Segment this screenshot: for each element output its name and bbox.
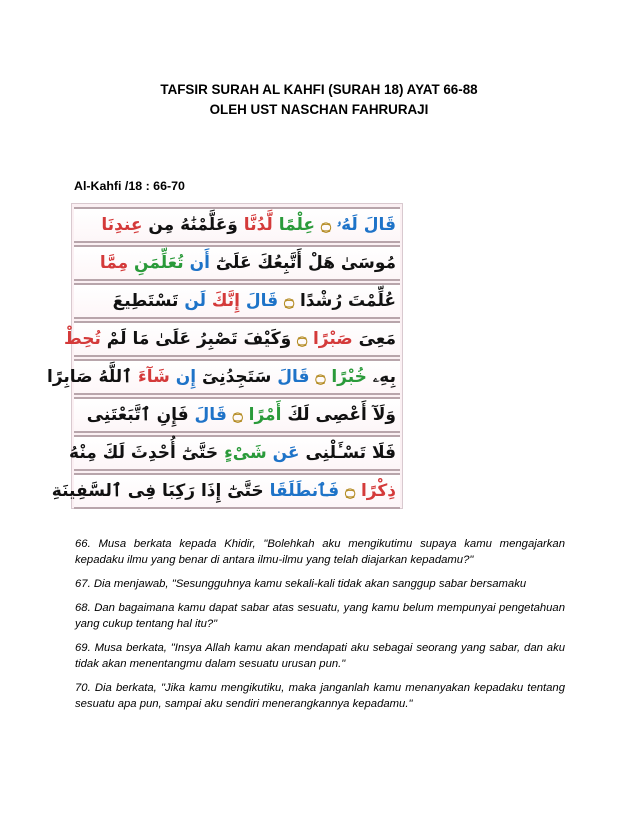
quran-verses-image: [47, 203, 403, 509]
quran-segment: مِنْهُ: [69, 443, 97, 463]
surah-reference: Al-Kahfi /18 : 66-70: [74, 179, 185, 193]
quran-segment: مُوسَىٰ هَلْ أَتَّبِعُكَ عَلَىٰٓ: [209, 253, 396, 273]
quran-segment: وَكَيْفَ تَصْبِرُ عَلَىٰ مَا لَمْ: [100, 329, 292, 349]
quran-segment: خُبْرًا: [331, 367, 367, 387]
quran-segment: فَلَا تَسْـَٔلْنِى: [299, 443, 396, 463]
quran-segment: قَالَ لَهُۥ: [336, 215, 396, 235]
quran-segment: حَتَّىٰٓ إِذَا رَكِبَا فِى: [121, 481, 264, 501]
quran-segment: ۝: [278, 291, 300, 311]
quran-line-3: [74, 283, 400, 319]
quran-segment: ۝: [339, 481, 361, 501]
quran-segment: بِهِۦ: [366, 367, 396, 387]
quran-segment: عَن: [266, 443, 300, 463]
quran-segment: فَإِنِ: [150, 405, 189, 425]
quran-segment: ٱتَّبَعْتَنِى: [86, 405, 151, 425]
quran-segment: قَالَ: [188, 405, 227, 425]
quran-segment: ٱللَّهُ صَابِرًا: [47, 367, 133, 387]
quran-segment: شَآءَ: [132, 367, 170, 387]
quran-segment: تَسْتَطِيعَ: [112, 291, 179, 311]
quran-segment: وَعَلَّمْنَٰهُ مِن: [142, 215, 238, 235]
translation-verse-69: 69. Musa berkata, "Insya Allah kamu akan mendapati aku sebagai seorang yang sabar, dan aku tidak akan menentangmu dalam sesuatu urusan pun.": [75, 642, 565, 670]
quran-segment: تُعَلِّمَنِ: [128, 253, 184, 273]
translation-verse-67: 67. Dia menjawab, "Sesungguhnya kamu sekali-kali tidak akan sanggup sabar bersamaku: [75, 578, 527, 590]
quran-segment: وَلَآ أَعْصِى لَكَ: [281, 405, 396, 425]
quran-segment: فَٱنطَلَقَا: [263, 481, 340, 501]
quran-line-2: [74, 245, 400, 281]
quran-segment: ذِكْرًا: [360, 481, 396, 501]
quran-segment: عِلْمًا: [272, 215, 316, 235]
translation-verse-70: 70. Dia berkata, "Jika kamu mengikutiku, maka janganlah kamu menanyakan kepadaku tentang sesuatu apa pun, sampai aku sendiri menerangkannya kepadamu.": [75, 682, 565, 710]
quran-segment: لَّدُنَّا: [237, 215, 273, 235]
quran-segment: تُحِطْ: [64, 329, 101, 349]
quran-segment: ۝: [226, 405, 249, 425]
quran-line-4: [64, 321, 400, 357]
translation-verse-68: 68. Dan bagaimana kamu dapat sabar atas sesuatu, yang kamu belum mempunyai pengetahuan yang cukup tentang hal itu?": [75, 602, 565, 630]
quran-segment: أَن: [183, 253, 210, 273]
quran-segment: ۝: [309, 367, 332, 387]
quran-segment: شَىْءٍ: [218, 443, 267, 463]
quran-segment: إِنَّكَ: [206, 291, 240, 311]
quran-line-5: [47, 359, 400, 395]
quran-segment: ۝: [291, 329, 313, 349]
quran-segment: لَن: [178, 291, 207, 311]
quran-line-7: [69, 435, 400, 471]
quran-segment: قَالَ: [271, 367, 310, 387]
quran-segment: عِندِنَا: [101, 215, 143, 235]
quran-segment: ٱلسَّفِينَةِ: [51, 481, 122, 501]
quran-segment: عُلِّمْتَ رُشْدًا: [299, 291, 396, 311]
quran-segment: إِن: [169, 367, 197, 387]
quran-segment: ۝: [315, 215, 337, 235]
quran-segment: سَتَجِدُنِىٓ: [196, 367, 272, 387]
quran-line-6: [74, 397, 400, 433]
quran-line-8: [51, 473, 400, 509]
quran-segment: مِمَّا: [99, 253, 129, 273]
quran-segment: قَالَ: [239, 291, 279, 311]
quran-segment: صَبْرًا: [312, 329, 353, 349]
quran-segment: مَعِىَ: [352, 329, 396, 349]
quran-line-1: [74, 207, 400, 243]
quran-segment: أَمْرًا: [248, 405, 282, 425]
document-title: TAFSIR SURAH AL KAHFI (SURAH 18) AYAT 66-88: [160, 82, 478, 97]
translation-verse-66: 66. Musa berkata kepada Khidir, "Bolehkah aku mengikutimu supaya kamu mengajarkan kepadaku ilmu yang benar di antara ilmu-ilmu yang telah diajarkan kepadamu?": [75, 538, 565, 566]
document-author: OLEH UST NASCHAN FAHRURAJI: [209, 102, 429, 117]
quran-segment: حَتَّىٰٓ أُحْدِثَ لَكَ: [96, 443, 219, 463]
